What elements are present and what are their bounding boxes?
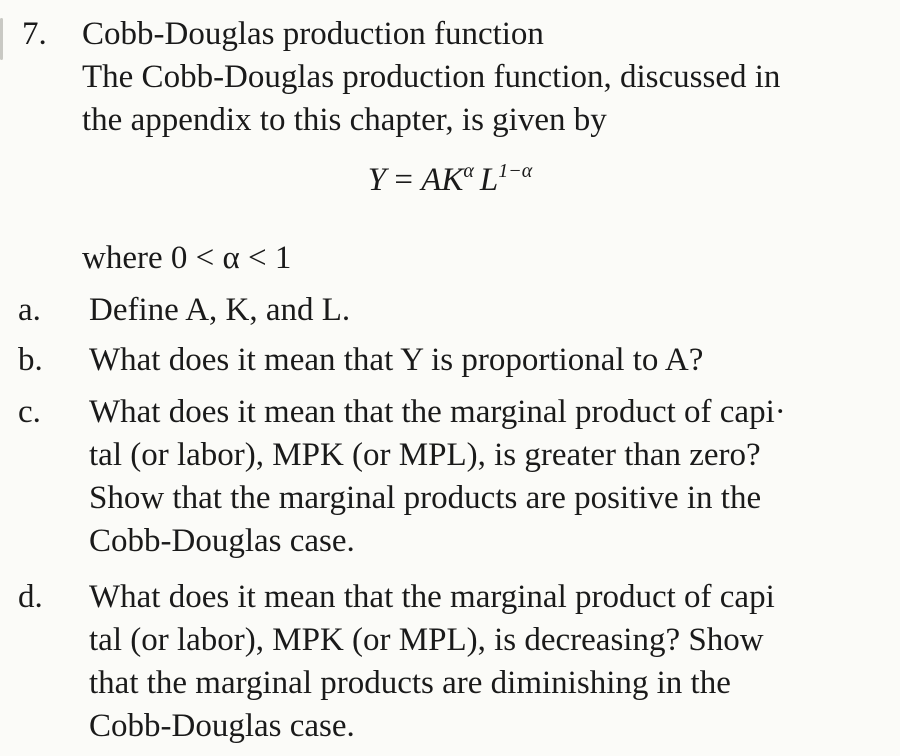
- part-c-marker: c.: [18, 394, 41, 430]
- part-b-text: What does it mean that Y is proportional to A?: [89, 342, 704, 378]
- equation-labor-var: L: [479, 162, 499, 198]
- part-d-line: What does it mean that the marginal product of capi: [89, 579, 775, 615]
- part-c-line: tal (or labor), MPK (or MPL), is greater than zero?: [89, 437, 761, 473]
- problem-title: Cobb-Douglas production function: [82, 16, 544, 52]
- equation-equals: =: [394, 162, 413, 198]
- part-c-line: Cobb-Douglas case.: [89, 523, 355, 559]
- equation-output-var: Y: [367, 162, 387, 198]
- part-a-marker: a.: [18, 292, 41, 328]
- part-a-text: Define A, K, and L.: [89, 292, 351, 328]
- equation-labor-exponent: 1−α: [498, 160, 533, 182]
- problem-number: 7.: [22, 16, 47, 52]
- equation-capital-exponent: α: [463, 160, 474, 182]
- page-edge-mark: [0, 18, 3, 60]
- part-d-line: Cobb-Douglas case.: [89, 708, 355, 744]
- equation-capital-var: K: [441, 162, 464, 198]
- equation-condition: where 0 < α < 1: [82, 240, 292, 276]
- intro-line: the appendix to this chapter, is given by: [82, 102, 607, 138]
- part-d-line: that the marginal products are diminishing in the: [89, 665, 731, 701]
- part-c-line: Show that the marginal products are positive in the: [89, 480, 762, 516]
- part-d-marker: d.: [18, 579, 43, 615]
- part-c-line: What does it mean that the marginal product of capi·: [89, 394, 786, 430]
- part-b-marker: b.: [18, 342, 43, 378]
- equation-coefficient: A: [421, 162, 442, 198]
- intro-line: The Cobb-Douglas production function, discussed in: [82, 59, 781, 95]
- cobb-douglas-equation: [0, 160, 900, 200]
- part-d-line: tal (or labor), MPK (or MPL), is decreasing? Show: [89, 622, 764, 658]
